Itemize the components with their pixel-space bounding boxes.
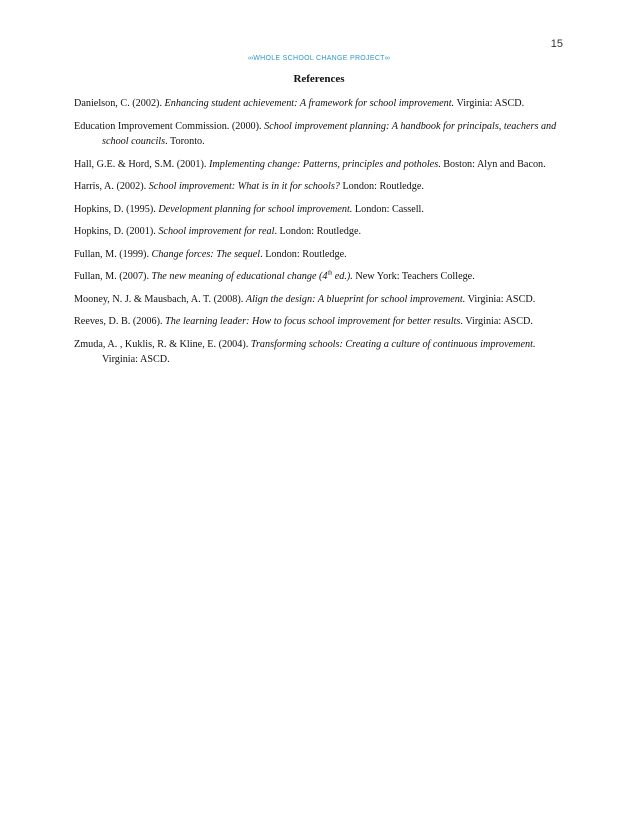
reference-publisher: . Virginia: ASCD. — [460, 316, 533, 327]
reference-authors-year: Reeves, D. B. (2006). — [74, 316, 166, 327]
reference-authors-year: Hall, G.E. & Hord, S.M. (2001). — [74, 158, 209, 170]
reference-title: Development planning for school improvement. — [158, 203, 353, 215]
reference-publisher: . Toronto. — [165, 136, 205, 147]
reference-authors-year: Education Improvement Commission. (2000). — [74, 120, 265, 132]
reference-entry — [74, 247, 568, 263]
reference-title: Implementing change: Patterns, principles and potholes — [208, 158, 439, 170]
reference-entry — [74, 337, 568, 368]
reference-entry — [74, 119, 568, 150]
reference-entry — [74, 202, 568, 218]
reference-title: Transforming schools: Creating a culture of continuous improvement. — [250, 338, 536, 350]
reference-title: Align the design: A blueprint for school improvement. — [245, 293, 466, 305]
reference-authors-year: Fullan, M. (1999). — [74, 248, 152, 260]
reference-list — [74, 96, 568, 375]
reference-authors-year: Hopkins, D. (1995). — [74, 203, 159, 215]
reference-publisher: London: Cassell. — [352, 203, 424, 215]
reference-publisher: . London: Routledge. — [260, 248, 347, 260]
page-number: 15 — [550, 38, 563, 50]
reference-entry — [74, 314, 568, 330]
reference-title: The learning leader: How to focus school improvement for better results — [165, 316, 461, 327]
reference-publisher: New York: Teachers College. — [352, 271, 475, 282]
reference-publisher: Virginia: ASCD. — [454, 98, 525, 109]
reference-authors-year: Harris, A. (2002). — [74, 181, 149, 192]
reference-authors-year: Hopkins, D. (2001). — [74, 226, 159, 237]
reference-entry — [74, 179, 568, 195]
reference-title: School improvement planning: A handbook for principals, teachers and school councils — [102, 120, 557, 147]
reference-title: Enhancing student achievement: A framework for school improvement. — [164, 98, 455, 109]
reference-authors-year: Zmuda, A. , Kuklis, R. & Kline, E. (2004). — [74, 338, 251, 350]
reference-authors-year: Mooney, N. J. & Mausbach, A. T. (2008). — [74, 293, 246, 305]
reference-title-continued: ed.). — [332, 271, 353, 282]
reference-publisher: London: Routledge. — [339, 181, 424, 192]
reference-entry — [74, 224, 568, 240]
reference-title: School improvement for real — [158, 226, 275, 237]
page-title: References — [293, 73, 345, 85]
reference-superscript: th — [327, 270, 333, 277]
reference-authors-year: Fullan, M. (2007). — [74, 271, 152, 282]
reference-publisher: Virginia: ASCD. — [102, 354, 170, 365]
reference-entry — [74, 96, 568, 112]
reference-publisher: . London: Routledge. — [274, 226, 362, 237]
running-header: ∞WHOLE SCHOOL CHANGE PROJECT∞ — [247, 55, 391, 62]
reference-title: School improvement: What is in it for schools? — [148, 181, 340, 192]
reference-entry — [74, 269, 568, 285]
reference-publisher: . Boston: Alyn and Bacon. — [438, 158, 546, 170]
reference-title: Change forces: The sequel — [151, 248, 261, 260]
reference-entry — [74, 292, 568, 308]
reference-publisher: Virginia: ASCD. — [465, 293, 536, 305]
reference-title: The new meaning of educational change (4 — [151, 271, 328, 282]
reference-authors-year: Danielson, C. (2002). — [74, 98, 165, 109]
reference-entry — [74, 157, 568, 173]
